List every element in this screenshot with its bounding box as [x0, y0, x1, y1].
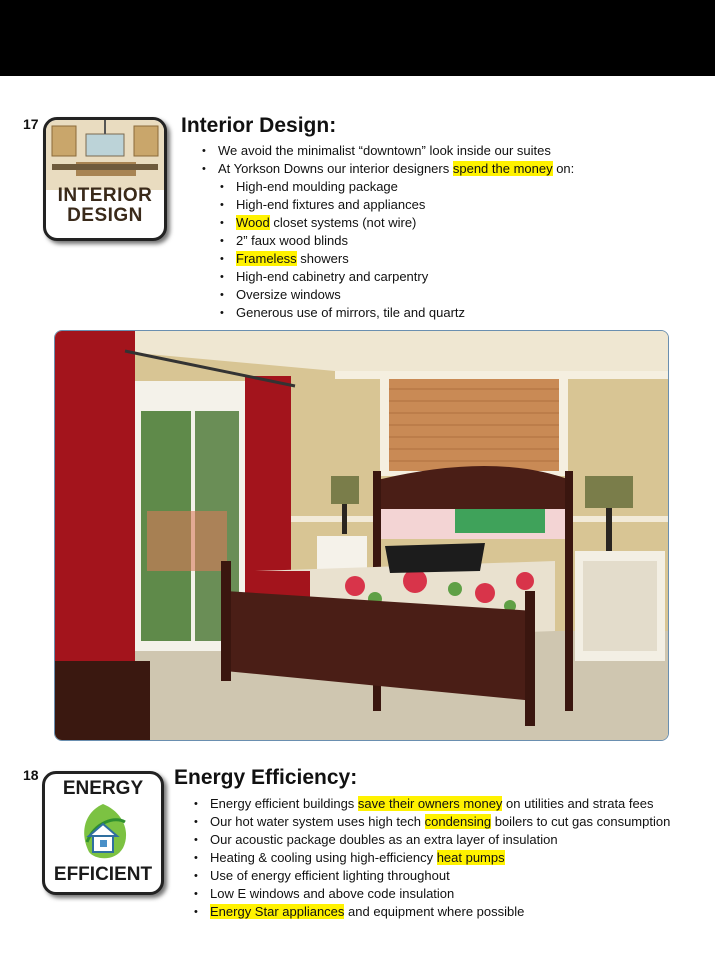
highlight: spend the money	[452, 161, 553, 176]
highlight: Energy Star appliances	[210, 904, 345, 919]
badge-text-line1: ENERGY	[62, 778, 144, 799]
bullet-item: • Energy Star appliances and equipment where possible	[192, 903, 670, 921]
bullet-item: • Use of energy efficient lighting throughout	[192, 867, 670, 885]
section-title: Energy Efficiency:	[174, 766, 358, 789]
energy-efficient-badge	[42, 771, 164, 895]
top-black-bar	[0, 0, 715, 76]
bullet-item: • Heating & cooling using high-efficiency heat pumps	[192, 849, 670, 867]
sub-bullet-item: • Wood closet systems (not wire)	[218, 214, 574, 232]
section-title: Interior Design:	[181, 114, 337, 137]
interior-bullets	[200, 142, 574, 322]
energy-bullets	[192, 795, 670, 921]
sub-bullet-item: • High-end moulding package	[218, 178, 574, 196]
badge-text-line1: INTERIOR	[57, 185, 153, 206]
sub-list-wrap	[200, 178, 574, 322]
bedroom-image	[55, 331, 668, 740]
bullet-item: • Our acoustic package doubles as an extra layer of insulation	[192, 831, 670, 849]
highlight: condensing	[424, 814, 492, 829]
bedroom-photo	[54, 330, 669, 741]
bullet-item: • Energy efficient buildings save their owners money on utilities and strata fees	[192, 795, 670, 813]
eco-house-icon	[75, 802, 131, 864]
highlight: save their owners money	[357, 796, 503, 811]
sub-bullet-item: • High-end cabinetry and carpentry	[218, 268, 574, 286]
interior-design-badge	[43, 117, 167, 241]
sub-bullet-item: • Oversize windows	[218, 286, 574, 304]
section-number: 17	[23, 116, 39, 132]
interior-sub-bullets	[218, 178, 574, 322]
badge-text-line2: DESIGN	[67, 205, 143, 226]
sub-bullet-item: • 2” faux wood blinds	[218, 232, 574, 250]
bullet-item: • Our hot water system uses high tech condensing boilers to cut gas consumption	[192, 813, 670, 831]
bullet-item: • At Yorkson Downs our interior designers spend the money on:	[200, 160, 574, 178]
sub-bullet-item: • Frameless showers	[218, 250, 574, 268]
sub-bullet-item: • Generous use of mirrors, tile and quartz	[218, 304, 574, 322]
highlight: Wood	[236, 215, 270, 230]
badge-text-line2: EFFICIENT	[53, 864, 153, 885]
bullet-item: • Low E windows and above code insulation	[192, 885, 670, 903]
section-number: 18	[23, 767, 39, 783]
sub-bullet-item: • High-end fixtures and appliances	[218, 196, 574, 214]
highlight: Frameless	[236, 251, 297, 266]
bullet-item: • We avoid the minimalist “downtown” look inside our suites	[200, 142, 574, 160]
highlight: heat pumps	[436, 850, 505, 865]
